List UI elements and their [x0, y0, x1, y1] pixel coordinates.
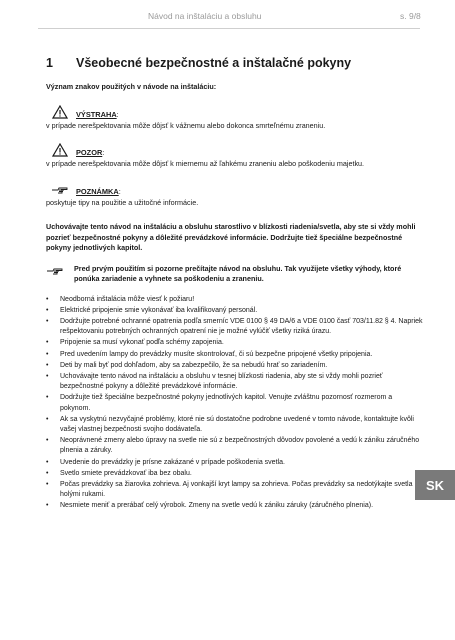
- signal-caution: POZOR : v prípade nerešpektovania môže dôjsť k miernemu až ľahkému zraneniu alebo poškodeniu majetku.: [46, 141, 424, 170]
- section-title: Všeobecné bezpečnostné a inštalačné pokyny: [76, 56, 352, 70]
- list-item: • Dodržujte potrebné ochranné opatrenia podľa smerníc VDE 0100 § 49 DA/6 a VDE 0100 časť 703/11.82 § 4. Napriek rešpektovaniu potrebných ochranných opatrení nie je možné vylúčiť všetky riziká úrazu.: [46, 317, 424, 337]
- page-number: s. 9/8: [400, 11, 421, 21]
- pointing-hand-icon: [46, 182, 74, 196]
- content: [46, 42, 424, 513]
- list-item: • Uchovávajte tento návod na inštaláciu a obsluhu v tesnej blízkosti riadenia, aby ste si vždy mohli pozrieť bezpečnostné pokyny a dôležité prevádzkové informácie.: [46, 372, 424, 392]
- page-header: [0, 0, 455, 24]
- warning-triangle-icon: [46, 105, 74, 119]
- list-item: • Elektrické pripojenie smie vykonávať iba kvalifikovaný personál.: [46, 306, 424, 316]
- signal-note: POZNÁMKA : poskytuje tipy na použitie a užitočné informácie.: [46, 180, 424, 209]
- header-title: Návod na inštaláciu a obsluhu: [148, 11, 262, 21]
- hint-text: Pred prvým použitím si pozorne prečítajte návod na obsluhu. Tak využijete všetky výhody, ktoré ponúka zariadenie a vyhnete sa poškodeniu a zraneniu.: [74, 263, 402, 283]
- hint-box: [46, 264, 424, 285]
- list-item: • Neoprávnené zmeny alebo úpravy na svetle nie sú z bezpečnostných dôvodov povolené a vedú k zániku záručného plnenia a záruky.: [46, 436, 424, 456]
- pointing-hand-icon: [46, 264, 74, 285]
- list-item: • Pripojenie sa musí vykonať podľa schémy zapojenia.: [46, 338, 424, 348]
- warning-triangle-icon: [46, 143, 74, 157]
- list-item: • Ak sa vyskytnú nezvyčajné problémy, ktoré nie sú dostatočne podrobne uvedené v tomto návode, kontaktujte kvôli vašej vlastnej bezpečnosti svojho dodávateľa.: [46, 415, 424, 435]
- signal-label-caution: POZOR: [76, 148, 103, 157]
- list-item: • Uvedenie do prevádzky je prísne zakázané v prípade poškodenia svetla.: [46, 458, 424, 468]
- language-tab: SK: [415, 470, 455, 500]
- intro-text: Význam znakov použitých v návode na inštaláciu:: [46, 82, 217, 91]
- list-item: • Počas prevádzky sa žiarovka zohrieva. Aj vonkajší kryt lampy sa zohrieva. Počas prevádzky sa nedotýkajte svetla holými rukami.: [46, 480, 424, 500]
- list-item: • Neodborná inštalácia môže viesť k požiaru!: [46, 295, 424, 305]
- keep-notice: Uchovávajte tento návod na inštaláciu a obsluhu starostlivo v blízkosti riadenia/svetla, aby ste si vždy mohli pozrieť bezpečnostné pokyny a dôležité prevádzkové informácie. Dodržujte tiež špeciálne bezpečnostné pokyny jednotlivých kapitol.: [46, 222, 416, 252]
- list-item: • Nesmiete meniť a prerábať celý výrobok. Zmeny na svetle vedú k zániku záruky (záručného plnenia).: [46, 501, 424, 511]
- signal-text-warning: v prípade nerešpektovania môže dôjsť k vážnemu alebo dokonca smrteľnému zraneniu.: [46, 120, 326, 130]
- header-rule: [38, 28, 420, 29]
- list-item: • Pred uvedením lampy do prevádzky musíte skontrolovať, či sú bezpečne pripojené všetky pripojenia.: [46, 350, 424, 360]
- signal-warning: VÝSTRAHA : v prípade nerešpektovania môže dôjsť k vážnemu alebo dokonca smrteľnému zraneniu.: [46, 103, 424, 132]
- section-number: 1: [46, 56, 53, 70]
- signal-text-note: poskytuje tipy na použitie a užitočné informácie.: [46, 197, 199, 207]
- signal-label-note: POZNÁMKA: [76, 186, 119, 196]
- signal-label-warning: VÝSTRAHA: [76, 109, 117, 119]
- safety-list: [46, 295, 424, 512]
- list-item: • Dodržujte tiež špeciálne bezpečnostné pokyny jednotlivých kapitol. Venujte zvláštnu pozornosť rozmerom a pokynom.: [46, 393, 424, 413]
- section-heading: [46, 56, 424, 70]
- list-item: • Deti by mali byť pod dohľadom, aby sa zabezpečilo, že sa nebudú hrať so zariadením.: [46, 361, 424, 371]
- signal-text-caution: v prípade nerešpektovania môže dôjsť k miernemu až ľahkému zraneniu alebo poškodeniu majetku.: [46, 159, 365, 168]
- list-item: • Svetlo smiete prevádzkovať iba bez obalu.: [46, 469, 424, 479]
